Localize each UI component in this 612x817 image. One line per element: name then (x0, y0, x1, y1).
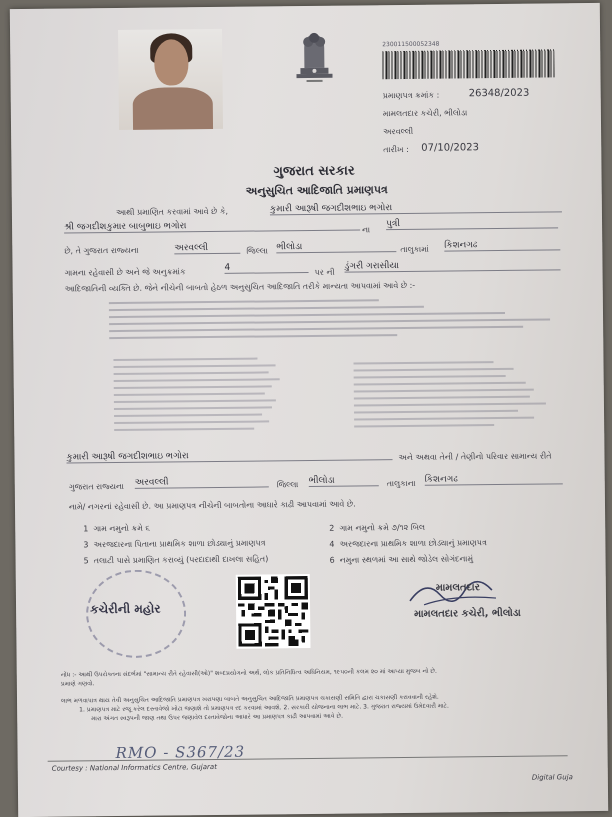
basis-item-5: 5 તલાટી પાસે પ્રમાણિત કરાવ્યું (પરદાદાથી દાખલા સહિત) (83, 554, 269, 566)
barcode-number: 230011500052348 (382, 40, 440, 49)
certificate-number: 26348/2023 (468, 87, 530, 100)
note-1: નોંધ :- આથી ઉપરોક્તના સંદર્ભમાં "સામાન્ય રીતે રહેવાસી(ઓ)" શબ્દપ્રયોગનો અર્થ, લોક પ્રતિનિધિત્વ અધિનિયમ, ૧૯૫૦ની કલમ ૨૦ માં આપ્યા મુજબ નો છે. (60, 667, 437, 679)
entry-number: 4 (224, 262, 308, 274)
note-3: 1. પ્રમાણપત્ર માટે રજૂ કરેલ દસ્તાવેજો ખોટા જણાશે તો પ્રમાણપત્ર રદ કરવામાં આવશે. 2. સરકારી યોજનાના લાભ માટે. 3. ગુજરાત રાજ્યમાં ઉમેદવારી માટે. (79, 702, 449, 714)
applicant-photo (118, 29, 223, 130)
second-taluka-label: તાલુકાના (386, 478, 416, 489)
second-village-value: કિશનગઢ (425, 473, 563, 485)
state-emblem-icon (292, 28, 337, 86)
father-name: શ્રી જગદીશકુમાર બાબુભાઇ ભગોરા (64, 219, 360, 233)
barcode (382, 49, 554, 79)
second-district-value: અરવલ્લી (135, 476, 269, 488)
legal-order-list-left (113, 352, 294, 436)
entry-label: ગામના રહેવાસી છે અને જે અનુક્રમાંક (64, 267, 186, 278)
basis-item-6: 6 નમુના સ્થળમાં આ સાથે જોડેલ સોગંદનામું (329, 554, 474, 565)
note-1b: પ્રમાણે ગણવો. (60, 680, 95, 688)
relation-label: ના (362, 225, 371, 235)
basis-note: નામે/ નગરનાં રહેવાસી છે. આ પ્રમાણપત્ર નીચેની બાબતોના આધારે કાઢી આપવામાં આવે છે. (68, 499, 356, 512)
taluka-label: તાલુકામાં (400, 244, 429, 255)
certificate-number-label: પ્રમાણપત્ર ક્રમાંક : (382, 90, 440, 101)
district-value: અરવલ્લી (174, 243, 240, 255)
second-state-label: ગુજરાત રાજ્યના (68, 481, 124, 492)
legal-order-list (109, 293, 559, 344)
legal-order-list-right (353, 355, 554, 432)
basis-item-3: 3 અરજદારના પિતાના પ્રાથમિક શાળા છોડ્યાનું પ્રમાણપત્ર (83, 538, 266, 550)
family-note: અને અથવા તેની / તેણીનો પરિવાર સામાન્ય રીતે (398, 451, 552, 463)
district-line: અરવલ્લી (383, 126, 414, 137)
office-seal-label: કચેરીની મહોર (90, 601, 161, 617)
issue-date: 07/10/2023 (421, 142, 479, 154)
village-value: કિશનગઢ (444, 239, 560, 251)
signatory-office: મામલતદાર કચેરી, ભીલોડા (414, 607, 521, 620)
basis-item-2: 2 ગામ નમુનો ક્રમે ૭/૧૨ બિલ (329, 522, 426, 533)
second-district-label: જિલ્લા (276, 480, 299, 490)
basis-item-4: 4 અરજદારના પ્રાથમિક શાળા છોડ્યાનું પ્રમાણપત્ર (329, 538, 487, 549)
certificate-page (10, 3, 608, 817)
state-label: છે, તે ગુજરાત રાજ્યના (64, 245, 139, 256)
applicant-name: કુમારી આરૂષી જગદીશભાઇ ભગોરા (270, 201, 562, 215)
government-title: ગુજરાત સરકાર (273, 163, 355, 180)
tribe-note: આદિજાતિની વ્યક્તિ છે. જેને નીચેની બાબતો હેઠળ અનુસુચિત આદિજાતિ તરીકે માન્યતા આપવામાં આવે છે :- (64, 280, 416, 294)
caste-label: પર ની (314, 267, 335, 277)
handwritten-reference: RMO - S367/23 (115, 742, 246, 763)
notes-block (61, 665, 572, 723)
intro-text: આથી પ્રમાણિત કરવામાં આવે છે કે, (115, 206, 229, 218)
qr-code-icon (238, 576, 309, 647)
signatory-title: મામલતદાર (435, 582, 480, 594)
second-applicant-name: કુમારી આરૂષી જગદીશભાઇ ભગોરા (66, 449, 392, 463)
relation: પુત્રી (386, 217, 558, 230)
note-2: લાભ મળવાપાત્ર થાય તેવી અનુસુચિત આદિજાતિ પ્રમાણપત્ર ખરાપણા બાબતે અનુસુચિત આદિજાતિ પ્રમાણપત્ર ચકાસણી સમિતિ દ્વારા ચકાસણી કરાવવાની રહેશે. (60, 693, 439, 705)
second-taluka-value: ભીલોડા (309, 475, 379, 487)
date-label: તારીખ : (383, 144, 409, 155)
note-4: મારા અંગત સ્વરૂપની જાણ તથા ઉપર જણાવેલ દસ્તાવેજોના આધારે આ પ્રમાણપત્ર કાઢી આપવામાં આવે છે. (91, 712, 344, 723)
digital-gujarat-text: Digital Guja (531, 773, 573, 782)
certificate-title: અનુસુચિત આદિજાતિ પ્રમાણપત્ર (245, 183, 388, 198)
district-label: જિલ્લા (246, 246, 268, 256)
caste-value: ડુંગરી ગરાસીયા (344, 259, 560, 272)
issuing-office: મામલતદાર કચેરી, ભીલોડા (382, 108, 468, 119)
taluka-value: ભીલોડા (276, 241, 396, 253)
courtesy-text: Courtesy : National Informatics Centre, Gujarat (51, 762, 217, 773)
verification-qr-code[interactable] (236, 574, 311, 649)
basis-item-1: 1 ગામ નમુનો ક્રમે ૬ (83, 523, 150, 534)
